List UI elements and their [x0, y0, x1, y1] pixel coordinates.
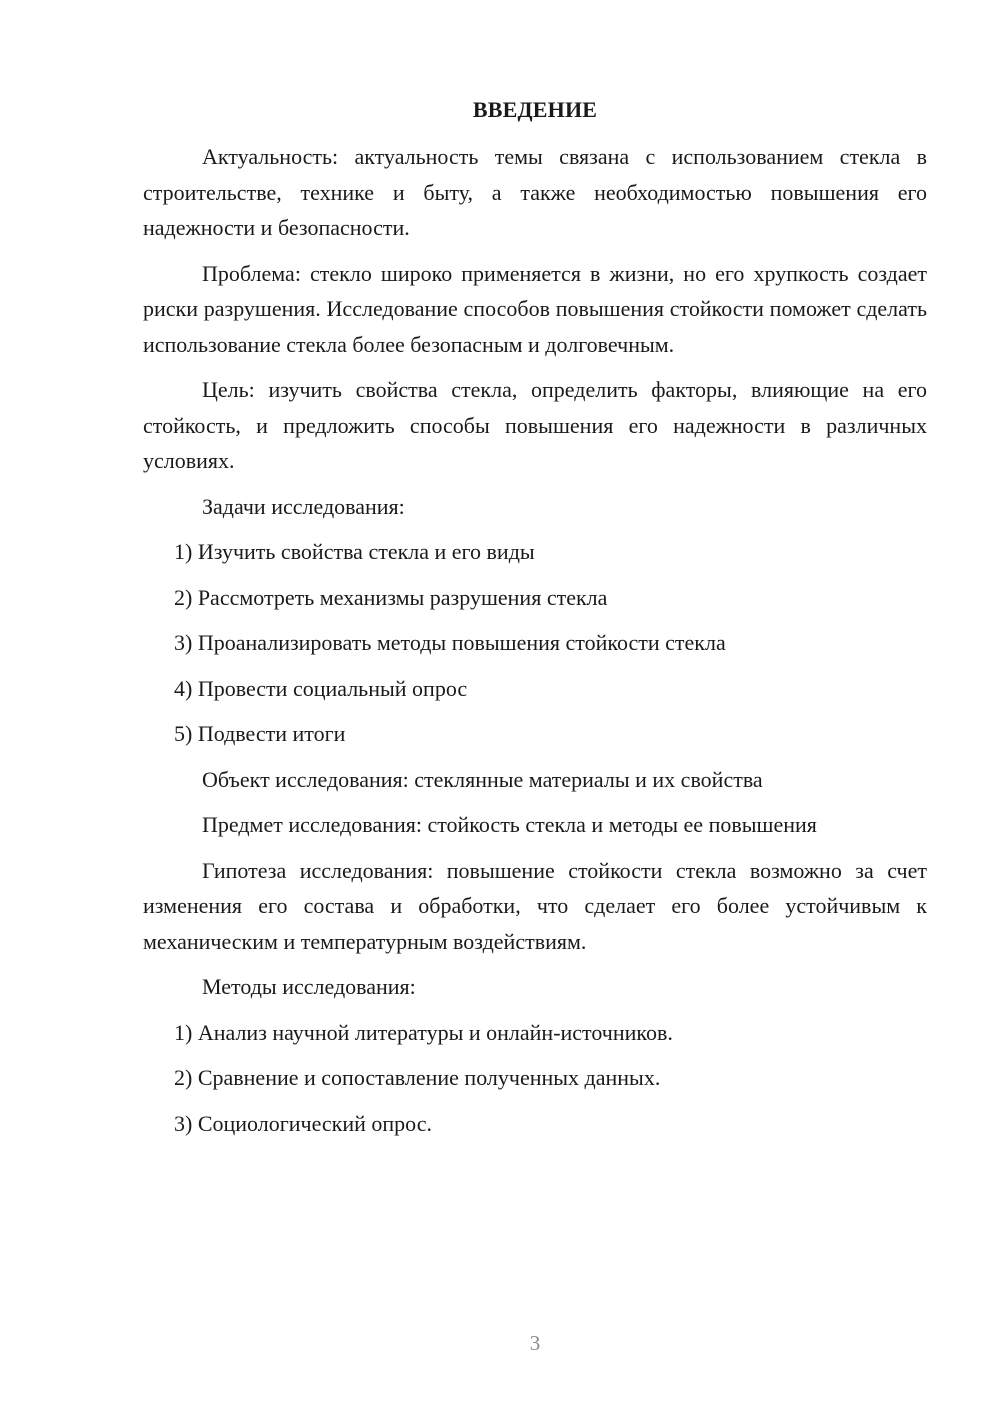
task-item: 3) Проанализировать методы повышения стойкости стекла	[174, 630, 726, 655]
task-item: 4) Провести социальный опрос	[174, 675, 468, 701]
relevance-paragraph: Актуальность: актуальность темы связана с использованием стекла в строительстве, технике и быту, а также необходимостью повышения его надежности и безопасности.	[143, 144, 927, 240]
subject-line: Предмет исследования: стойкость стекла и методы ее повышения	[202, 812, 817, 837]
problem-paragraph: Проблема: стекло широко применяется в жизни, но его хрупкость создает риски разрушения. Исследование способов повышения стойкости поможет сделать использование стекла более безопасным и долговечным.	[143, 260, 927, 357]
document-page	[143, 94, 927, 1141]
task-item: 1) Изучить свойства стекла и его виды	[174, 539, 535, 564]
method-item: 1) Анализ научной литературы и онлайн-источников.	[174, 1019, 673, 1045]
method-item: 2) Сравнение и сопоставление полученных данных.	[174, 1065, 661, 1090]
goal-paragraph: Цель: изучить свойства стекла, определить факторы, влияющие на его стойкость, и предложить способы повышения его надежности в различных условиях.	[143, 377, 927, 473]
method-item: 3) Социологический опрос.	[174, 1110, 432, 1136]
tasks-heading: Задачи исследования:	[202, 493, 405, 519]
document-title: ВВЕДЕНИЕ	[472, 97, 598, 122]
task-item: 2) Рассмотреть механизмы разрушения стекла	[174, 584, 608, 610]
task-item: 5) Подвести итоги	[174, 721, 346, 746]
methods-heading: Методы исследования:	[202, 974, 416, 999]
hypothesis-paragraph: Гипотеза исследования: повышение стойкости стекла возможно за счет изменения его состава и обработки, что сделает его более устойчивым к механическим и температурным воздействиям.	[143, 857, 927, 954]
object-line: Объект исследования: стеклянные материалы и их свойства	[202, 766, 763, 792]
page-number: 3	[529, 1331, 541, 1355]
